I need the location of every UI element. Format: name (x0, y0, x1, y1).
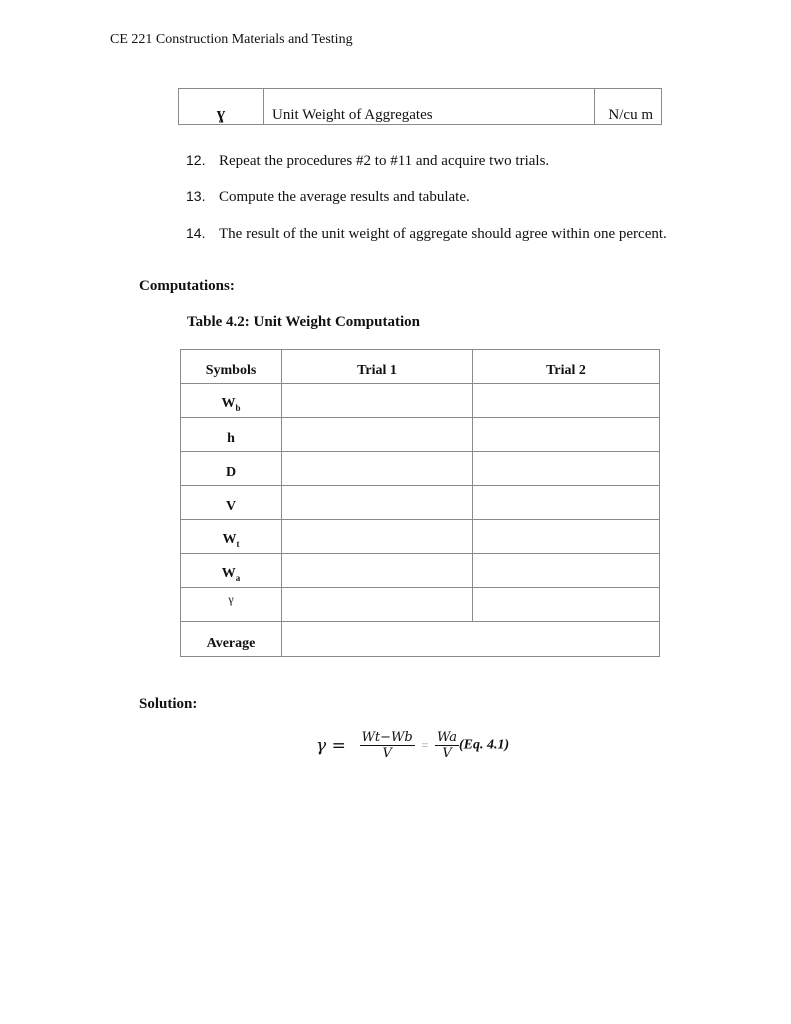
step-text: Compute the average results and tabulate. (219, 189, 470, 205)
trial-1-cell[interactable] (282, 588, 473, 622)
table-row (181, 452, 660, 486)
procedure-step-14 (186, 225, 667, 243)
procedure-step-12 (186, 152, 549, 170)
page-header: CE 221 Construction Materials and Testing (110, 32, 353, 47)
column-header-trial-2: Trial 2 (473, 350, 660, 384)
symbol-cell (181, 520, 282, 554)
symbol-cell (181, 418, 282, 452)
symbol-cell (181, 554, 282, 588)
symbol-cell (181, 452, 282, 486)
trial-2-cell[interactable] (473, 418, 660, 452)
fraction-denominator: V (382, 746, 392, 761)
symbol-base: D (225, 465, 237, 480)
symbol-base: γ (228, 592, 234, 606)
trial-1-cell[interactable] (282, 520, 473, 554)
trial-1-cell[interactable] (282, 452, 473, 486)
step-text: Repeat the procedures #2 to #11 and acquire two trials. (219, 153, 550, 169)
step-number: 12. (186, 152, 206, 168)
trial-1-cell[interactable] (282, 486, 473, 520)
table-row (181, 418, 660, 452)
symbol-subscript: a (235, 573, 241, 583)
column-header-symbols: Symbols (181, 350, 282, 384)
computations-heading: Computations: (139, 278, 235, 294)
step-number: 13. (186, 188, 206, 204)
symbol-cell (181, 486, 282, 520)
table-row (179, 89, 662, 125)
trial-2-cell[interactable] (473, 384, 660, 418)
trial-2-cell[interactable] (473, 520, 660, 554)
average-cell[interactable] (282, 622, 660, 657)
unit-cell: N/cu m (595, 89, 662, 125)
symbol-cell: ɣ (179, 89, 264, 125)
trial-2-cell[interactable] (473, 554, 660, 588)
step-text: The result of the unit weight of aggregate should agree within one percent. (219, 226, 667, 242)
trial-1-cell[interactable] (282, 554, 473, 588)
equation-lhs: γ = (316, 735, 346, 756)
fraction-numerator: Wa (437, 730, 457, 745)
equation-fraction-2 (435, 730, 459, 761)
equals-sign: = (421, 738, 429, 752)
table-row (181, 622, 660, 657)
fraction-numerator: Wt−Wb (361, 730, 413, 745)
trial-1-cell[interactable] (282, 418, 473, 452)
average-label-cell: Average (181, 622, 282, 657)
symbol-definition-table (178, 88, 662, 125)
unit-weight-table (180, 349, 660, 657)
table-row (181, 384, 660, 418)
table-header-row (181, 350, 660, 384)
equation-fraction-1 (360, 730, 415, 761)
symbol-base: W (221, 396, 236, 412)
symbol-base: W (221, 566, 236, 582)
table-row (181, 554, 660, 588)
step-number: 14. (186, 225, 206, 241)
trial-2-cell[interactable] (473, 486, 660, 520)
solution-heading: Solution: (139, 696, 198, 712)
unit-weight-equation (316, 730, 509, 761)
column-header-trial-1: Trial 1 (282, 350, 473, 384)
trial-2-cell[interactable] (473, 452, 660, 486)
description-cell: Unit Weight of Aggregates (264, 89, 595, 125)
trial-1-cell[interactable] (282, 384, 473, 418)
symbol-cell (181, 384, 282, 418)
symbol-base: W (222, 532, 237, 548)
fraction-denominator: V (442, 746, 452, 761)
procedure-step-13 (186, 188, 470, 206)
symbol-base: h (227, 431, 235, 446)
symbol-subscript: b (235, 403, 241, 413)
table-row (181, 588, 660, 622)
table-row (181, 520, 660, 554)
symbol-cell (181, 588, 282, 622)
trial-2-cell[interactable] (473, 588, 660, 622)
table-title: Table 4.2: Unit Weight Computation (187, 314, 420, 330)
symbol-subscript: t (236, 539, 240, 549)
symbol-base: V (225, 499, 237, 514)
equation-label: (Eq. 4.1) (459, 737, 510, 753)
table-row (181, 486, 660, 520)
